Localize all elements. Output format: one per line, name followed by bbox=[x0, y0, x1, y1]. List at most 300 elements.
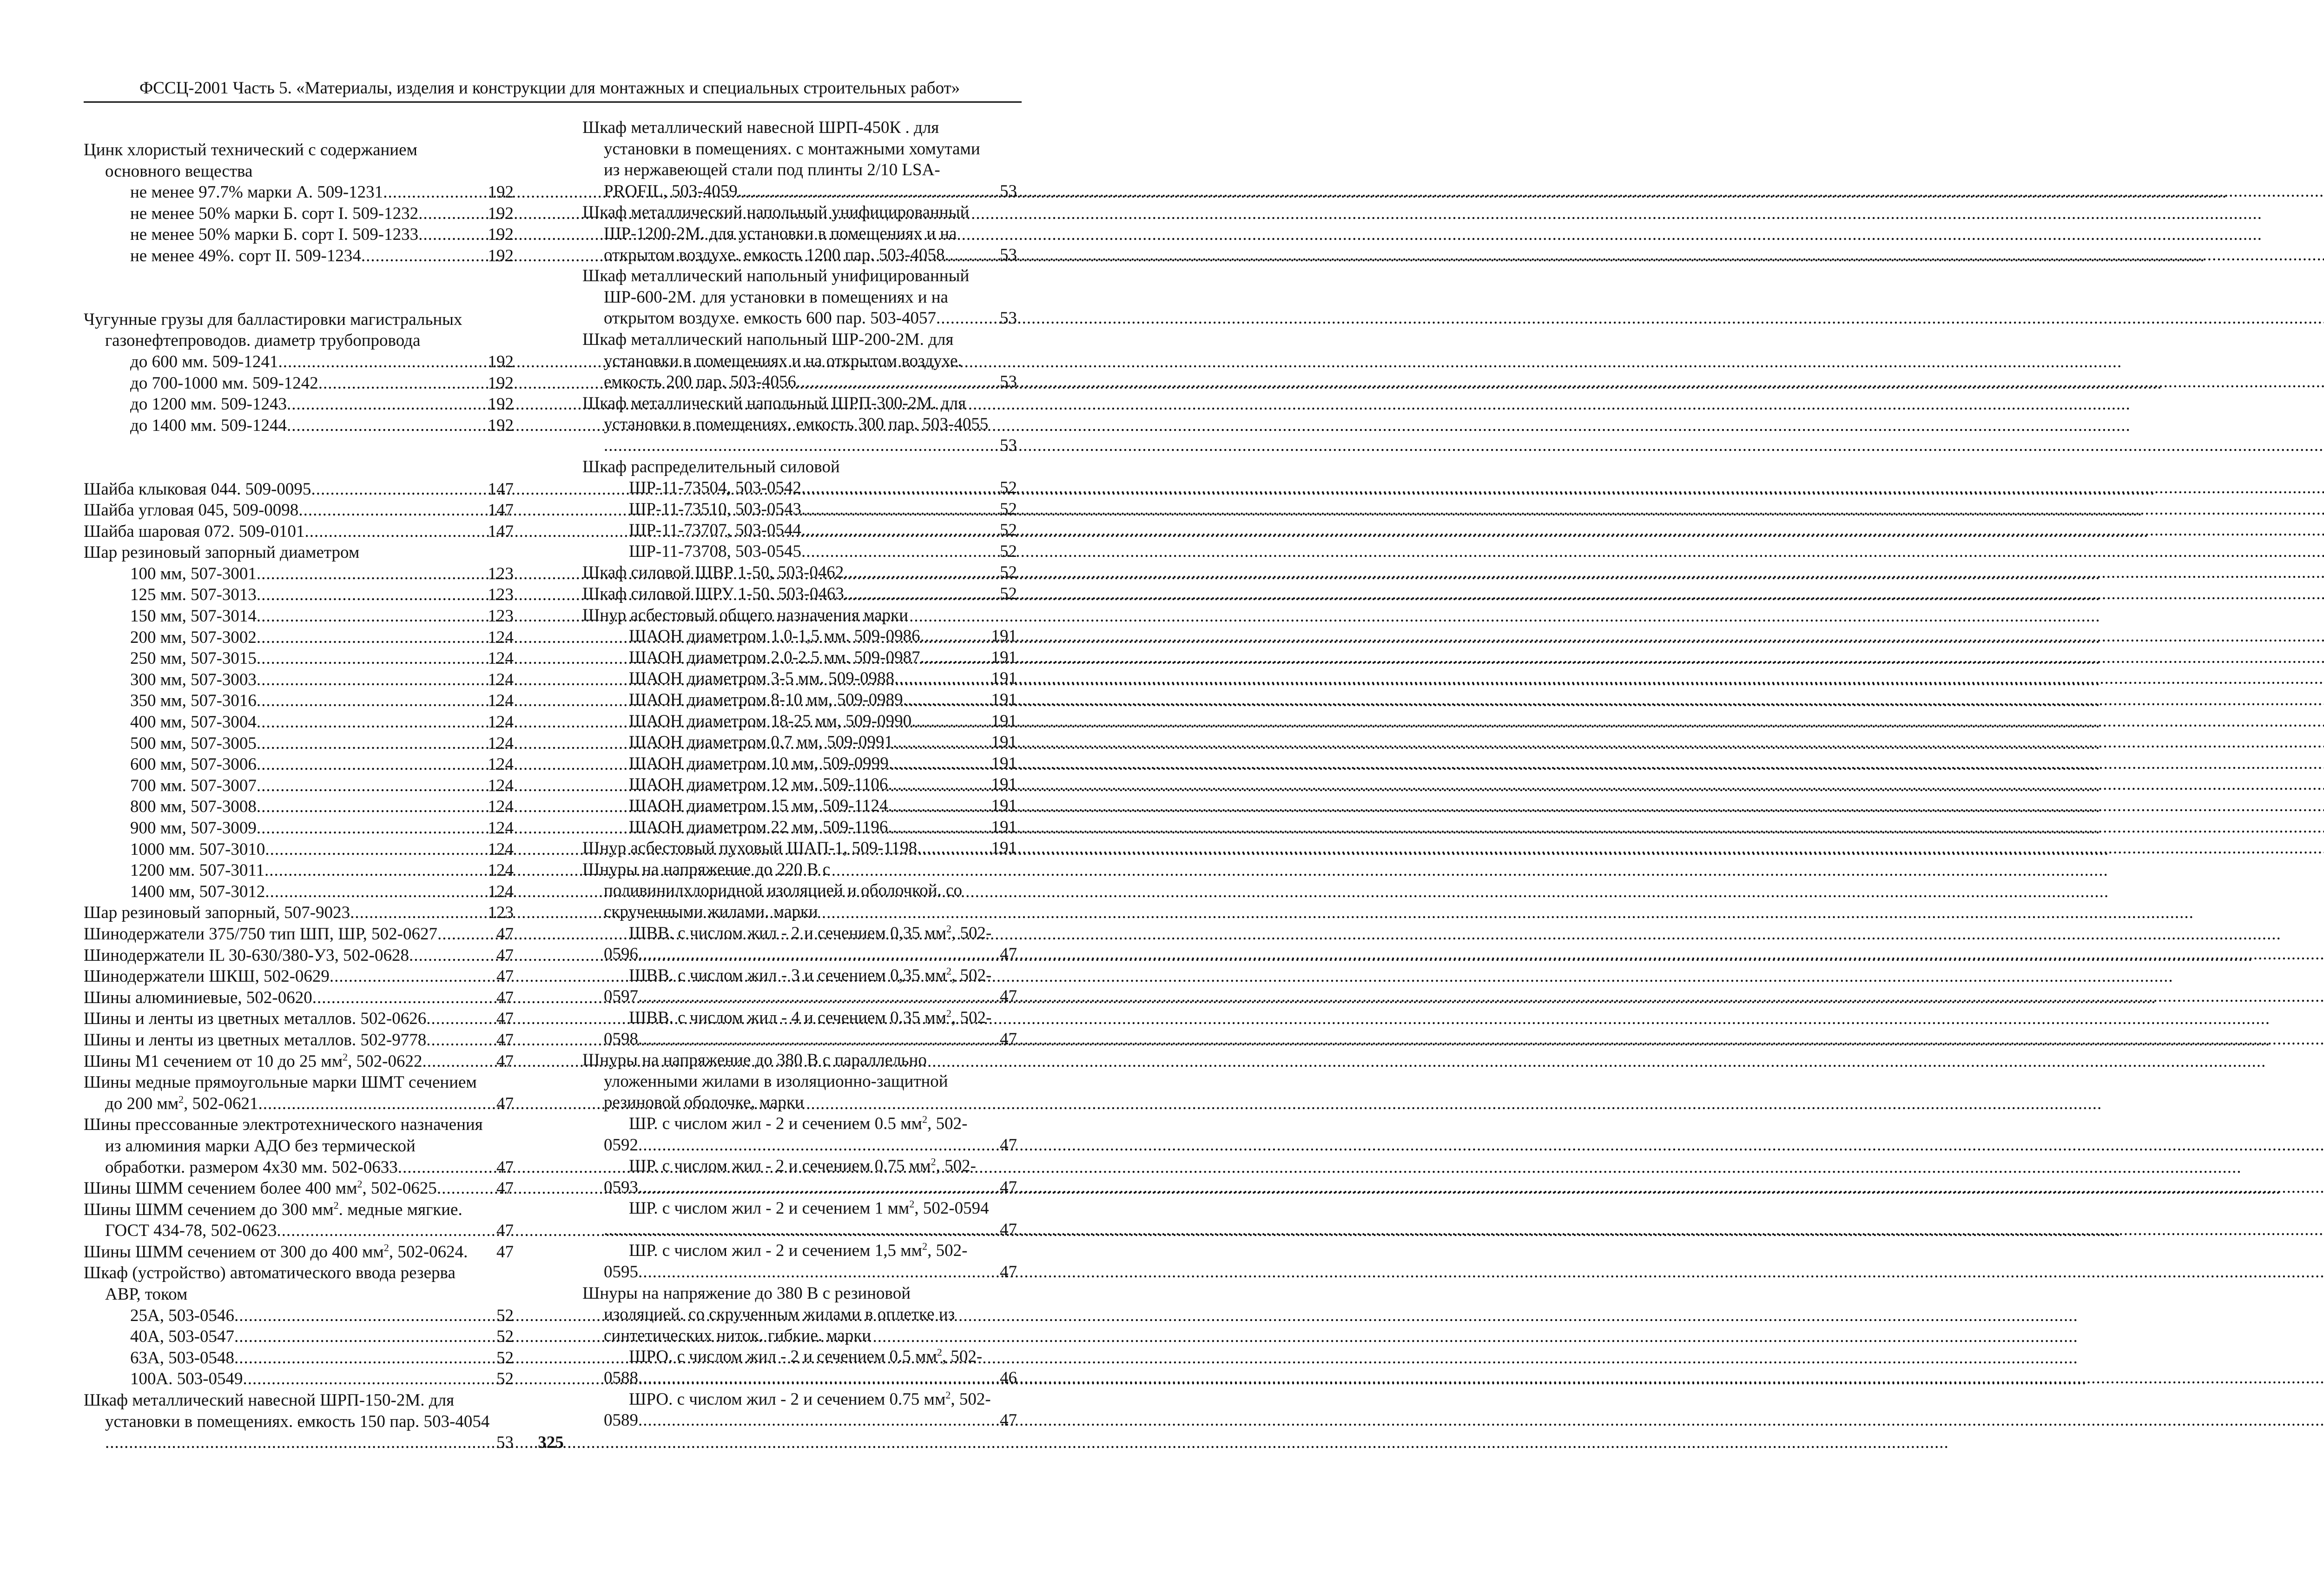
entry-text: установки в помещениях. емкость 150 пар. 503-4054 bbox=[105, 1412, 490, 1431]
index-entry bbox=[582, 1071, 1017, 1092]
entry-page-number: 192 bbox=[488, 352, 514, 371]
entry-text: ШР-600-2М. для установки в помещениях и на bbox=[604, 287, 948, 307]
entry-text: 800 мм, 507-3008 bbox=[130, 797, 257, 817]
entry-text: Цинк хлористый технический с содержанием bbox=[84, 140, 417, 159]
spacer bbox=[84, 288, 514, 309]
dot-leader bbox=[318, 373, 487, 394]
entry-text: 150 мм, 507-3014 bbox=[130, 607, 257, 626]
entry-text: уложенными жилами в изоляционно-защитной bbox=[604, 1071, 948, 1091]
dot-leader bbox=[638, 944, 999, 965]
entry-page-number: 124 bbox=[488, 670, 514, 689]
index-entry bbox=[582, 1410, 1017, 1431]
index-entry bbox=[582, 520, 1017, 541]
index-entry bbox=[582, 689, 1017, 711]
index-entry bbox=[84, 415, 514, 436]
header-rule bbox=[84, 101, 1022, 103]
dot-leader bbox=[844, 583, 999, 605]
index-entry bbox=[582, 1304, 1017, 1325]
index-entry bbox=[84, 394, 514, 415]
entry-page-number: 47 bbox=[496, 988, 514, 1007]
index-entry bbox=[84, 1348, 514, 1369]
entry-text: скрученными жилами. марки bbox=[604, 902, 818, 921]
entry-text: ШР-11-73504, 503-0542 bbox=[629, 478, 801, 498]
dot-leader bbox=[257, 669, 487, 691]
entry-page-number: 53 bbox=[1000, 436, 1017, 455]
index-entry bbox=[582, 1135, 1017, 1156]
dot-leader bbox=[383, 182, 487, 203]
entry-text: ГОСТ 434-78, 502-0623 bbox=[105, 1221, 277, 1241]
entry-page-number: 52 bbox=[1000, 521, 1017, 540]
index-entry bbox=[582, 859, 1017, 880]
index-entry bbox=[84, 1051, 514, 1072]
entry-page-number: 191 bbox=[991, 711, 1017, 731]
dot-leader bbox=[911, 711, 990, 732]
dot-leader bbox=[234, 1305, 495, 1327]
dot-leader bbox=[903, 689, 990, 711]
entry-text: Шкаф металлический напольный ШРП-300-2М. для bbox=[582, 393, 966, 413]
dot-leader bbox=[257, 712, 487, 733]
entry-page-number: 147 bbox=[488, 479, 514, 499]
dot-leader bbox=[257, 584, 487, 606]
entry-text: не менее 49%. сорт II. 509-1234 bbox=[130, 246, 361, 265]
dot-leader bbox=[936, 308, 999, 329]
entry-page-number: 124 bbox=[488, 755, 514, 774]
entry-page-number: 124 bbox=[488, 649, 514, 668]
entry-text: Шайба угловая 045, 509-0098 bbox=[84, 501, 299, 520]
spacer bbox=[84, 436, 514, 457]
entry-page-number: 191 bbox=[991, 647, 1017, 667]
index-entry bbox=[84, 1136, 514, 1157]
entry-text: ШР-11-73510, 503-0543 bbox=[629, 499, 801, 519]
entry-page-number: 47 bbox=[496, 924, 514, 944]
dot-leader bbox=[801, 541, 999, 562]
entry-text: ШВВ. с числом жил - 4 и сечением 0.35 $мм^2$, 502- bbox=[629, 1007, 992, 1027]
index-entry bbox=[582, 944, 1017, 965]
dot-leader bbox=[920, 626, 990, 647]
dot-leader bbox=[638, 1135, 999, 1156]
index-entry bbox=[84, 902, 514, 924]
entry-text: ШАОН диаметром 0.7 мм, 509-0991 bbox=[629, 733, 893, 752]
entry-page-number: 123 bbox=[488, 585, 514, 605]
index-entry bbox=[582, 1050, 1017, 1071]
entry-text: Шины и ленты из цветных металлов. 502-9778 bbox=[84, 1030, 427, 1050]
index-entry bbox=[84, 945, 514, 966]
entry-page-number: 124 bbox=[488, 628, 514, 647]
entry-text: не менее 97.7% марки А. 509-1231 bbox=[130, 183, 383, 202]
index-entry bbox=[582, 838, 1017, 859]
entry-page-number: 191 bbox=[991, 690, 1017, 710]
index-entry bbox=[582, 181, 1017, 202]
entry-text: Шнур асбестовый пуховый ШАП-1, 509-1198 bbox=[582, 839, 918, 858]
index-entry bbox=[582, 159, 1017, 181]
dot-leader bbox=[287, 394, 487, 415]
dot-leader bbox=[638, 1177, 999, 1198]
dot-leader bbox=[638, 1410, 999, 1431]
entry-page-number: 191 bbox=[991, 775, 1017, 794]
entry-text: ШР. с числом жил - 2 и сечением 0.5 $мм^2$, 502- bbox=[629, 1113, 968, 1133]
entry-page-number: 123 bbox=[488, 903, 514, 923]
index-entry bbox=[84, 712, 514, 733]
entry-text: 100 мм, 507-3001 bbox=[130, 564, 257, 583]
entry-text: 0596 bbox=[604, 945, 638, 964]
entry-text: установки в помещениях и на открытом воздухе. bbox=[604, 351, 962, 370]
entry-page-number: 52 bbox=[1000, 499, 1017, 519]
index-entry bbox=[84, 309, 514, 330]
index-entry bbox=[582, 244, 1017, 266]
index-entry bbox=[84, 775, 514, 797]
dot-leader bbox=[888, 774, 990, 795]
entry-text: Шайба клыковая 044. 509-0095 bbox=[84, 479, 311, 499]
index-entry bbox=[582, 350, 1017, 372]
dot-leader bbox=[426, 1030, 495, 1051]
dot-leader bbox=[801, 520, 999, 541]
index-entry bbox=[582, 986, 1017, 1007]
dot-leader bbox=[304, 521, 487, 542]
page-number: 325 bbox=[538, 1433, 564, 1452]
entry-text: Шины ШММ сечением от 300 до 400 $мм^2$, 502-0624. bbox=[84, 1242, 468, 1262]
index-entry bbox=[582, 1156, 1017, 1177]
index-entry bbox=[582, 435, 1017, 456]
dot-leader bbox=[361, 245, 487, 267]
entry-text: Шины прессованные электротехнического назначения bbox=[84, 1115, 483, 1135]
entry-text: Шкаф распределительный силовой bbox=[582, 457, 840, 476]
index-entry bbox=[582, 1007, 1017, 1029]
index-entry bbox=[84, 351, 514, 373]
entry-text: 300 мм, 507-3003 bbox=[130, 670, 257, 689]
entry-page-number: 52 bbox=[1000, 478, 1017, 498]
entry-text: 40А, 503-0547 bbox=[130, 1327, 235, 1347]
entry-page-number: 47 bbox=[496, 1221, 514, 1241]
entry-text: ШР-1200-2М. для установки в помещениях и на bbox=[604, 224, 957, 243]
entry-text: Шкаф (устройство) автоматического ввода резерва bbox=[84, 1263, 456, 1283]
entry-page-number: 47 bbox=[496, 967, 514, 986]
dot-leader bbox=[638, 986, 999, 1007]
index-entry bbox=[84, 245, 514, 267]
index-entry bbox=[582, 1346, 1017, 1367]
index-entry bbox=[84, 690, 514, 712]
dot-leader bbox=[422, 1051, 495, 1072]
entry-text: до 1400 мм. 509-1244 bbox=[130, 416, 287, 435]
entry-text: синтетических ниток. гибкие. марки bbox=[604, 1326, 872, 1345]
index-entry bbox=[84, 1114, 514, 1136]
dot-leader bbox=[894, 668, 990, 689]
index-entry bbox=[84, 330, 514, 351]
running-header: ФССЦ-2001 Часть 5. «Материалы, изделия и конструкции для монтажных и специальных строительных работ» bbox=[139, 79, 960, 98]
index-entry bbox=[582, 265, 1017, 287]
dot-leader bbox=[844, 562, 999, 583]
index-entry bbox=[84, 139, 514, 161]
dot-leader bbox=[257, 733, 487, 754]
index-entry bbox=[84, 1368, 514, 1390]
dot-leader bbox=[738, 181, 999, 202]
dot-leader bbox=[258, 1093, 495, 1115]
dot-leader bbox=[278, 351, 487, 373]
dot-leader bbox=[265, 881, 487, 903]
dot-leader bbox=[801, 477, 999, 499]
entry-page-number: 191 bbox=[991, 839, 1017, 858]
index-entry bbox=[582, 1262, 1017, 1283]
entry-text: ШАОН диаметром 12 мм. 509-1106 bbox=[629, 775, 888, 794]
index-entry bbox=[84, 1008, 514, 1030]
index-entry bbox=[582, 393, 1017, 414]
index-entry bbox=[84, 627, 514, 648]
dot-leader bbox=[638, 1367, 999, 1389]
index-entry bbox=[582, 647, 1017, 668]
entry-page-number: 123 bbox=[488, 607, 514, 626]
entry-page-number: 52 bbox=[496, 1327, 514, 1347]
entry-page-number: 124 bbox=[488, 776, 514, 795]
index-entry bbox=[84, 1305, 514, 1327]
dot-leader bbox=[311, 479, 487, 500]
entry-page-number: 47 bbox=[496, 1179, 514, 1198]
right-column bbox=[582, 117, 1017, 1431]
entry-text: ШАОН диаметром 1.0-1,5 мм. 509-0986 bbox=[629, 627, 920, 646]
entry-page-number: 47 bbox=[1000, 1262, 1017, 1282]
index-entry bbox=[84, 563, 514, 585]
dot-leader bbox=[638, 1262, 999, 1283]
entry-text: Шкаф металлический напольный унифицированный bbox=[582, 266, 970, 286]
index-entry bbox=[582, 711, 1017, 732]
dot-leader bbox=[330, 966, 495, 987]
entry-page-number: 191 bbox=[991, 753, 1017, 773]
entry-page-number: 191 bbox=[991, 733, 1017, 752]
index-entry bbox=[84, 1411, 514, 1433]
index-entry bbox=[84, 606, 514, 627]
entry-text: Шкаф металлический напольный ШР-200-2М. для bbox=[582, 330, 954, 349]
index-entry bbox=[582, 1219, 1017, 1241]
entry-text: газонефтепроводов. диаметр трубопровода bbox=[105, 331, 421, 350]
index-entry bbox=[582, 965, 1017, 986]
index-entry bbox=[84, 224, 514, 245]
entry-page-number: 124 bbox=[488, 861, 514, 880]
entry-text: изоляцией. со скрученным жилами в оплетке из bbox=[604, 1305, 955, 1324]
entry-page-number: 124 bbox=[488, 819, 514, 838]
entry-text: Шины алюминиевые, 502-0620 bbox=[84, 988, 312, 1007]
entry-text: Шкаф металлический напольный унифицированный bbox=[582, 203, 970, 222]
index-entry bbox=[84, 521, 514, 542]
entry-page-number: 192 bbox=[488, 416, 514, 435]
entry-text: Шнур асбестовый общего назначения марки bbox=[582, 605, 908, 625]
entry-text: 0588 bbox=[604, 1368, 638, 1388]
entry-text: емкость 200 пар. 503-4056 bbox=[604, 372, 796, 392]
entry-text: Шар резиновый запорный, 507-9023 bbox=[84, 903, 350, 923]
dot-leader bbox=[234, 1326, 495, 1348]
entry-page-number: 53 bbox=[1000, 181, 1017, 201]
index-entry bbox=[582, 1240, 1017, 1262]
entry-text: Шины ШММ сечением до 300 $мм^2$. медные мягкие. bbox=[84, 1199, 462, 1219]
entry-page-number: 47 bbox=[496, 1051, 514, 1071]
entry-page-number: 124 bbox=[488, 797, 514, 817]
dot-leader bbox=[312, 987, 495, 1009]
entry-page-number: 52 bbox=[496, 1348, 514, 1367]
entry-text: Шинодержатели 375/750 тип ШП, ШР, 502-0627 bbox=[84, 924, 437, 944]
index-entry bbox=[84, 1432, 514, 1453]
index-entry bbox=[84, 1242, 514, 1263]
entry-page-number: 192 bbox=[488, 395, 514, 414]
index-entry bbox=[84, 161, 514, 182]
index-entry bbox=[84, 839, 514, 860]
index-entry bbox=[84, 1157, 514, 1178]
dot-leader bbox=[801, 499, 999, 520]
entry-page-number: 46 bbox=[1000, 1368, 1017, 1388]
index-entry bbox=[84, 479, 514, 500]
index-entry bbox=[84, 881, 514, 903]
entry-text: Шинодержатели IL 30-630/380-У3, 502-0628 bbox=[84, 945, 409, 965]
entry-text: АВР, током bbox=[105, 1285, 188, 1304]
entry-text: Шкаф металлический навесной ШРП-450К . для bbox=[582, 118, 939, 137]
entry-text: ШР. с числом жил - 2 и сечением 0.75 $мм^2$, 502- bbox=[629, 1156, 976, 1176]
left-column bbox=[84, 139, 514, 1453]
entry-text: ШВВ. с числом жил - 3 и сечением 0,35 $мм^2$, 502- bbox=[629, 965, 992, 985]
entry-page-number: 47 bbox=[1000, 945, 1017, 964]
dot-leader bbox=[945, 244, 999, 266]
entry-page-number: 52 bbox=[1000, 584, 1017, 604]
entry-page-number: 47 bbox=[1000, 1411, 1017, 1430]
entry-page-number: 147 bbox=[488, 522, 514, 541]
index-entry bbox=[84, 796, 514, 818]
index-entry bbox=[582, 901, 1017, 923]
dot-leader bbox=[257, 563, 487, 585]
entry-page-number: 53 bbox=[1000, 372, 1017, 392]
entry-page-number: 53 bbox=[1000, 245, 1017, 264]
index-entry bbox=[582, 774, 1017, 795]
index-entry bbox=[84, 182, 514, 203]
dot-leader bbox=[287, 415, 487, 436]
index-entry bbox=[582, 1389, 1017, 1410]
entry-text: 1200 мм. 507-3011 bbox=[130, 861, 265, 880]
entry-text: основного вещества bbox=[105, 161, 253, 181]
dot-leader bbox=[437, 924, 495, 945]
entry-page-number: 192 bbox=[488, 246, 514, 265]
dot-leader bbox=[265, 839, 487, 860]
entry-page-number: 192 bbox=[488, 204, 514, 223]
dot-leader bbox=[264, 860, 487, 881]
index-entry bbox=[582, 562, 1017, 583]
entry-page-number: 52 bbox=[1000, 542, 1017, 561]
entry-text: 0597 bbox=[604, 987, 638, 1006]
dot-leader bbox=[257, 818, 487, 839]
dot-leader bbox=[257, 627, 487, 648]
entry-text: ШВВ. с числом жил - 2 и сечением 0,35 $мм^2$, 502- bbox=[629, 923, 992, 943]
dot-leader bbox=[234, 1348, 495, 1369]
entry-page-number: 123 bbox=[488, 564, 514, 583]
index-entry bbox=[582, 1092, 1017, 1113]
index-entry bbox=[582, 287, 1017, 308]
index-entry bbox=[84, 1220, 514, 1242]
index-entry bbox=[582, 371, 1017, 393]
entry-text: ШР-11-73707, 503-0544 bbox=[629, 521, 801, 540]
index-entry bbox=[582, 499, 1017, 520]
index-entry bbox=[84, 1178, 514, 1199]
dot-leader bbox=[917, 838, 990, 859]
entry-text: 0598 bbox=[604, 1029, 638, 1049]
entry-text: установки в помещениях. с монтажными хомутами bbox=[604, 139, 980, 159]
index-entry bbox=[582, 668, 1017, 689]
entry-text: 0593 bbox=[604, 1177, 638, 1197]
dot-leader bbox=[298, 500, 487, 521]
entry-text: Шар резиновый запорный диаметром bbox=[84, 543, 360, 562]
dot-leader bbox=[888, 795, 990, 817]
index-entry bbox=[84, 203, 514, 225]
index-entry bbox=[84, 542, 514, 563]
index-entry bbox=[84, 754, 514, 775]
index-entry bbox=[582, 308, 1017, 329]
index-entry bbox=[582, 732, 1017, 753]
entry-text: ШАОН диаметром 22 мм, 509-1196 bbox=[629, 817, 888, 837]
entry-page-number: 192 bbox=[488, 225, 514, 244]
dot-leader bbox=[257, 775, 487, 797]
dot-leader bbox=[409, 945, 495, 966]
index-entry bbox=[582, 1325, 1017, 1347]
index-entry bbox=[582, 880, 1017, 901]
entry-text: 900 мм, 507-3009 bbox=[130, 819, 257, 838]
entry-page-number: 124 bbox=[488, 882, 514, 901]
entry-page-number: 47 bbox=[1000, 987, 1017, 1006]
index-entry bbox=[84, 648, 514, 669]
entry-text: ШР. с числом жил - 2 и сечением 1 $мм^2$, 502-0594 bbox=[629, 1198, 989, 1218]
index-entry bbox=[582, 202, 1017, 223]
dot-leader bbox=[418, 203, 487, 225]
dot-leader bbox=[437, 1178, 495, 1199]
index-entry bbox=[84, 1030, 514, 1051]
entry-page-number: 47 bbox=[496, 1009, 514, 1029]
dot-leader bbox=[638, 1029, 999, 1050]
entry-page-number: 191 bbox=[991, 817, 1017, 837]
entry-text: 500 мм, 507-3005 bbox=[130, 733, 257, 753]
entry-text: Шины М1 сечением от 10 до 25 $мм^2$, 502-0622 bbox=[84, 1051, 423, 1071]
index-entry bbox=[582, 1367, 1017, 1389]
dot-leader bbox=[243, 1368, 495, 1390]
dot-leader bbox=[796, 371, 999, 393]
entry-text: 600 мм, 507-3006 bbox=[130, 755, 257, 774]
index-entry bbox=[84, 818, 514, 839]
entry-text: Шкаф силовой ШВР 1-50, 503-0462 bbox=[582, 563, 844, 582]
index-entry bbox=[84, 500, 514, 521]
entry-page-number: 124 bbox=[488, 691, 514, 711]
index-entry bbox=[582, 223, 1017, 244]
entry-text: ШРО. с числом жил - 2 и сечением 0.5 $мм^2$, 502- bbox=[629, 1347, 983, 1367]
entry-text: 25А, 503-0546 bbox=[130, 1306, 235, 1325]
entry-page-number: 124 bbox=[488, 733, 514, 753]
entry-page-number: 47 bbox=[496, 1030, 514, 1050]
entry-text: ШАОН диаметром 18-25 мм, 509-0990 bbox=[629, 711, 912, 731]
dot-leader bbox=[257, 648, 487, 669]
entry-text: 350 мм, 507-3016 bbox=[130, 691, 257, 711]
index-entry bbox=[84, 669, 514, 691]
entry-page-number: 52 bbox=[496, 1306, 514, 1325]
entry-text: 0595 bbox=[604, 1262, 638, 1282]
index-entry bbox=[582, 1113, 1017, 1135]
entry-page-number: 47 bbox=[496, 1094, 514, 1113]
entry-page-number: 47 bbox=[1000, 1135, 1017, 1155]
dot-leader bbox=[604, 435, 999, 456]
index-entry bbox=[84, 1262, 514, 1284]
entry-page-number: 53 bbox=[1000, 309, 1017, 328]
dot-leader bbox=[277, 1220, 495, 1242]
index-entry bbox=[84, 1390, 514, 1411]
index-entry bbox=[84, 924, 514, 945]
entry-text: 200 мм, 507-3002 bbox=[130, 628, 257, 647]
index-entry bbox=[582, 456, 1017, 478]
dot-leader bbox=[888, 817, 990, 838]
index-entry bbox=[582, 329, 1017, 350]
index-entry bbox=[582, 1283, 1017, 1304]
dot-leader bbox=[257, 606, 487, 627]
entry-page-number: 192 bbox=[488, 373, 514, 393]
entry-text: Шнуры на напряжение до 220 В с bbox=[582, 859, 831, 879]
entry-text: Шкаф металлический навесной ШРП-150-2М. для bbox=[84, 1391, 455, 1410]
entry-page-number: 52 bbox=[1000, 563, 1017, 582]
